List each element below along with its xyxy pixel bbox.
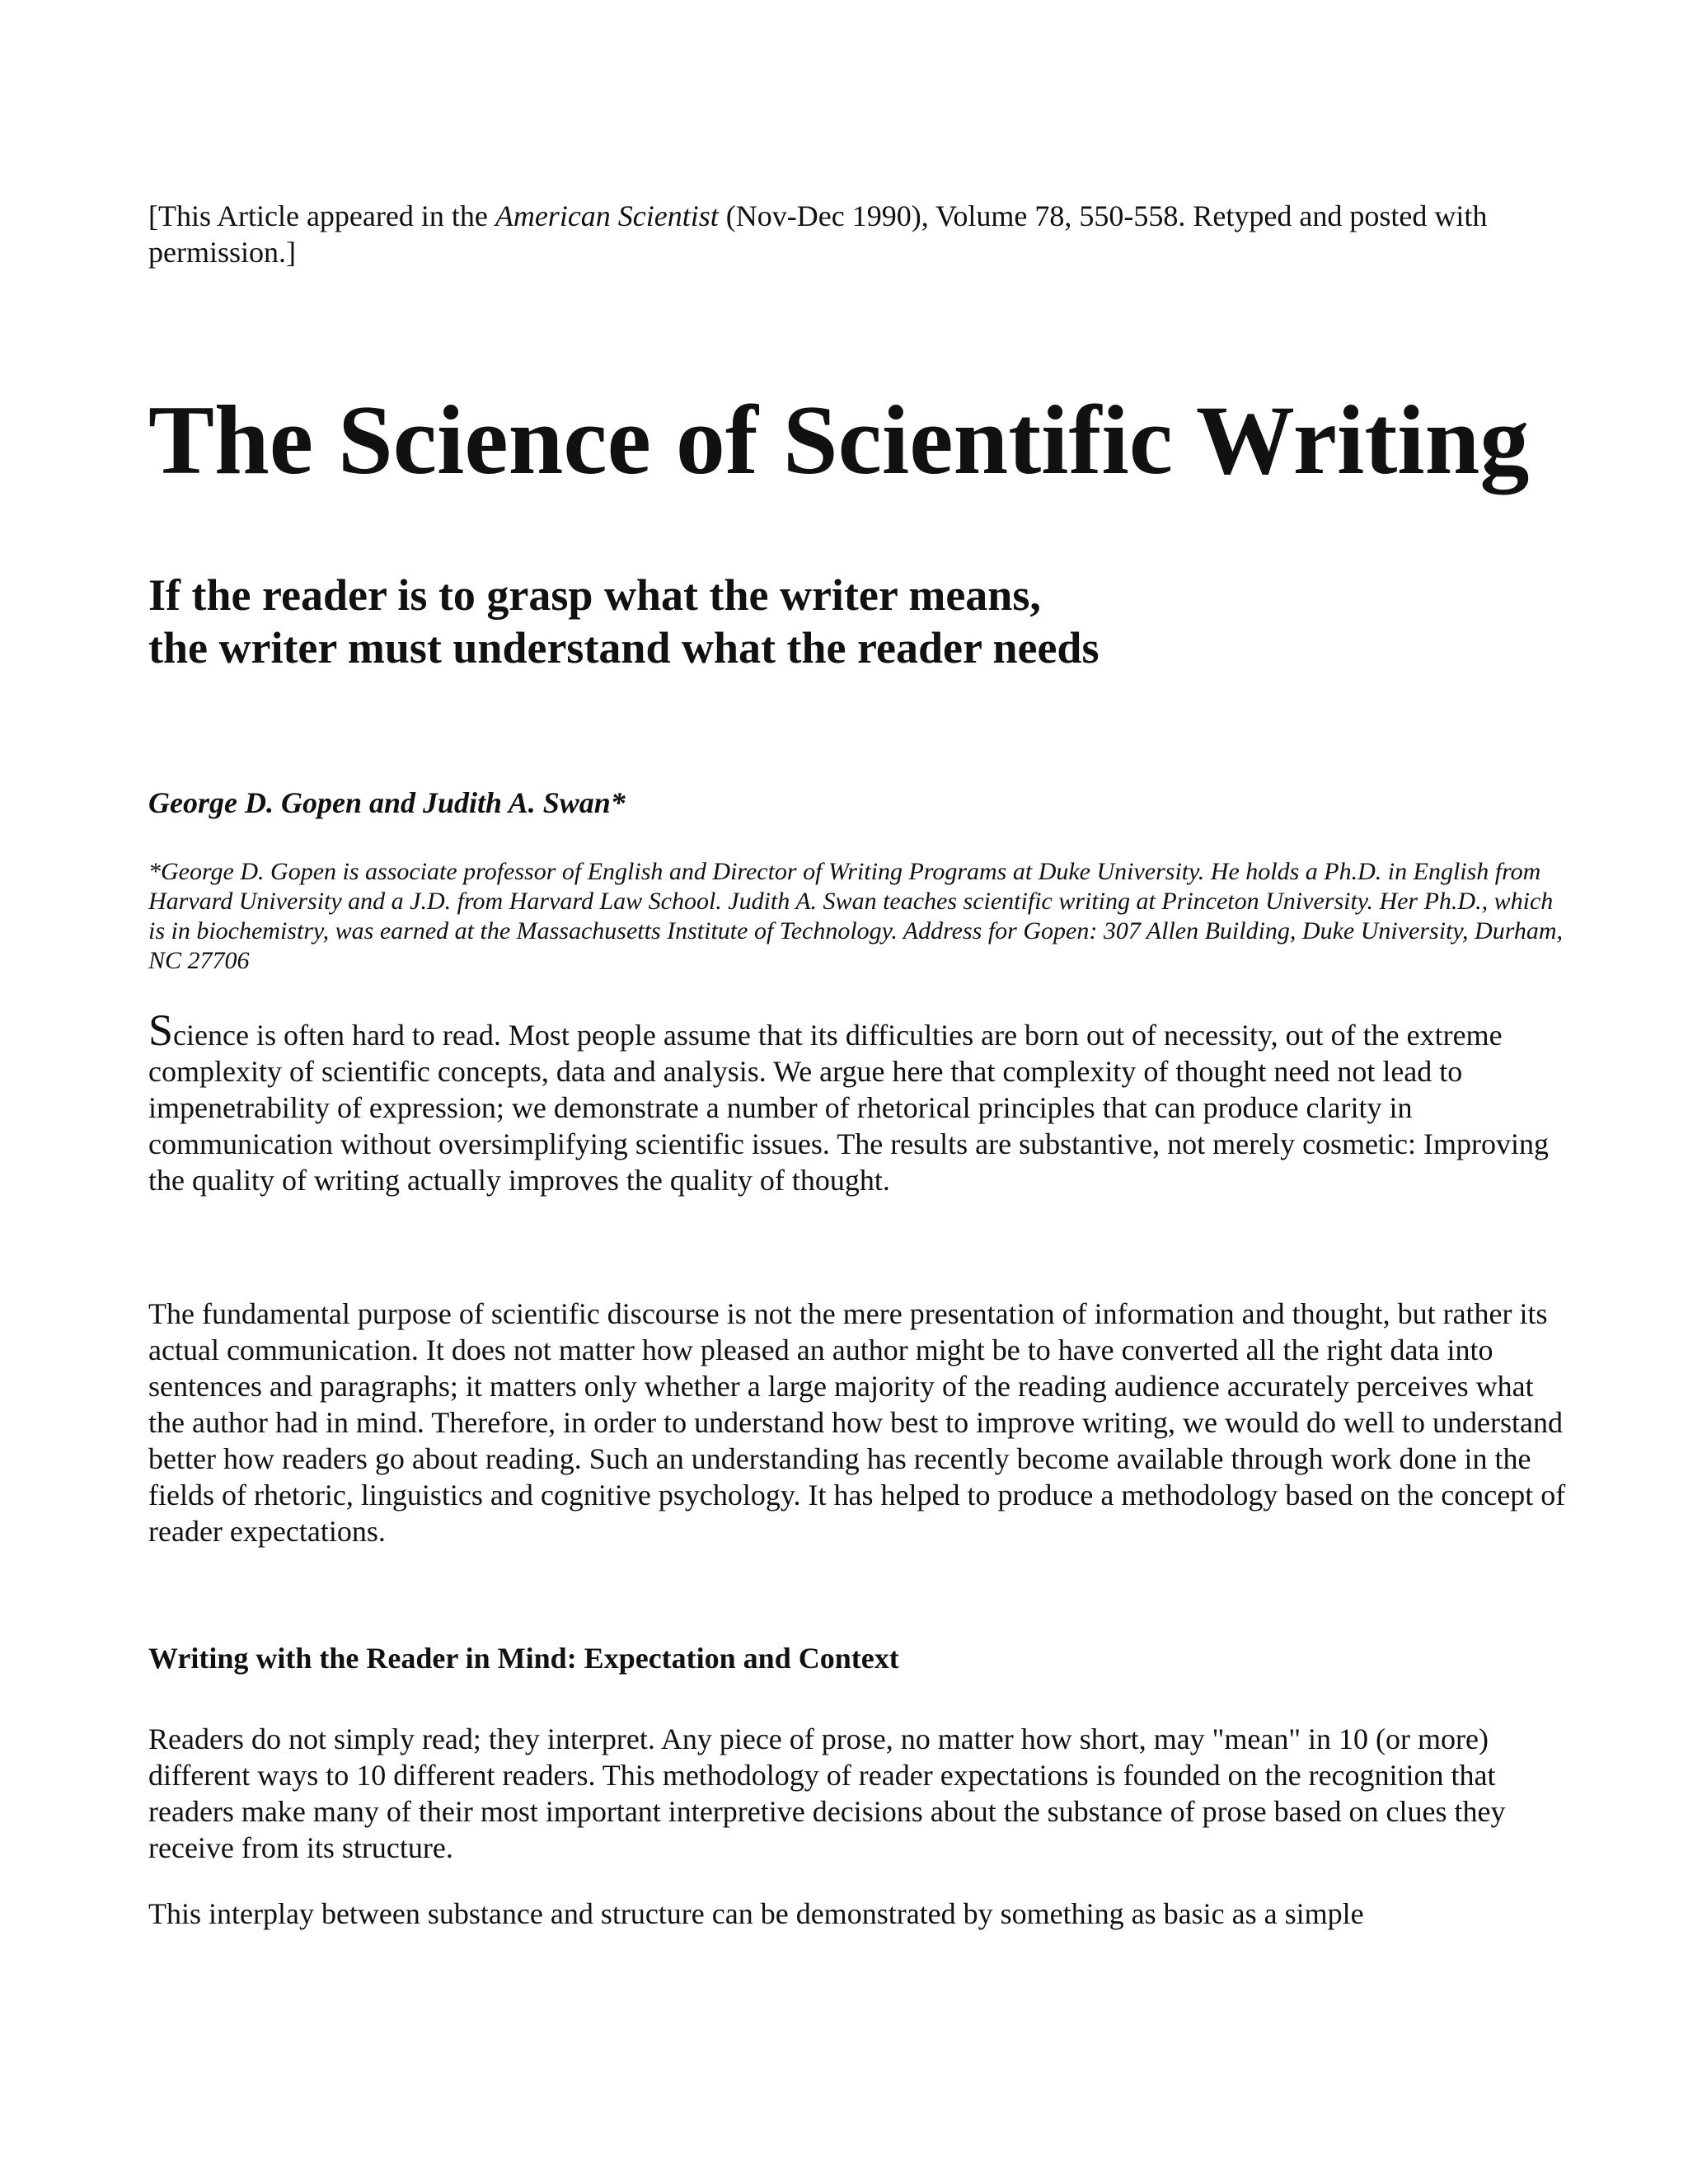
article-subtitle <box>148 569 1566 674</box>
subtitle-line-1: If the reader is to grasp what the writer means, <box>148 570 1041 620</box>
intro-paragraph-text: cience is often hard to read. Most people assume that its difficulties are born out of necessity, out of the extreme complexity of scientific concepts, data and analysis. We argue here that complexity of thought need not lead to impenetrability of expression; we demonstrate a number of rhetorical principles that can produce clarity in communication without oversimplifying scientific issues. The results are substantive, not merely cosmetic: Improving the quality of writing actually improves the quality of thought. <box>148 1019 1549 1197</box>
body-paragraph-purpose: The fundamental purpose of scientific discourse is not the mere presentation of information and thought, but rather its actual communication. It does not matter how pleased an author might be to have converted all the right data into sentences and paragraphs; it matters only whether a large majority of the reading audience accurately perceives what the author had in mind. Therefore, in order to understand how best to improve writing, we would do well to understand better how readers go about reading. Such an understanding has recently become available through work done in the fields of rhetoric, linguistics and cognitive psychology. It has helped to produce a methodology based on the concept of reader expectations. <box>148 1297 1566 1548</box>
author-byline: George D. Gopen and Judith A. Swan* <box>148 786 626 819</box>
author-affiliation-note: *George D. Gopen is associate professor of English and Director of Writing Programs at Duke University. He holds a Ph.D. in English from Harvard University and a J.D. from Harvard Law School. Judith A. Swan teaches scientific writing at Princeton University. Her Ph.D., which is in biochemistry, was earned at the Massachusetts Institute of Technology. Address for Gopen: 307 Allen Building, Duke University, Durham, NC 27706 <box>148 858 1563 974</box>
intro-paragraph <box>148 1005 1566 1198</box>
section-heading: Writing with the Reader in Mind: Expectation and Context <box>148 1642 899 1675</box>
subtitle-line-2: the writer must understand what the reader needs <box>148 623 1100 673</box>
body-paragraph-interpret: Readers do not simply read; they interpret. Any piece of prose, no matter how short, may "mean" in 10 (or more) different ways to 10 different readers. This methodology of reader expectations is founded on the recognition that readers make many of their most important interpretive decisions about the substance of prose based on clues they receive from its structure. <box>148 1722 1506 1864</box>
journal-name: American Scientist <box>495 199 719 232</box>
body-paragraph-interplay: This interplay between substance and structure can be demonstrated by something as basic as a simple <box>148 1897 1364 1930</box>
publication-note-prefix: [This Article appeared in the <box>148 199 495 232</box>
article-title: The Science of Scientific Writing <box>148 385 1530 494</box>
publication-note-suffix: (Nov-Dec 1990), Volume 78, 550-558. Retyped and posted with permission.] <box>148 199 1488 269</box>
publication-note <box>148 198 1566 270</box>
initial-letter: S <box>148 1005 174 1055</box>
